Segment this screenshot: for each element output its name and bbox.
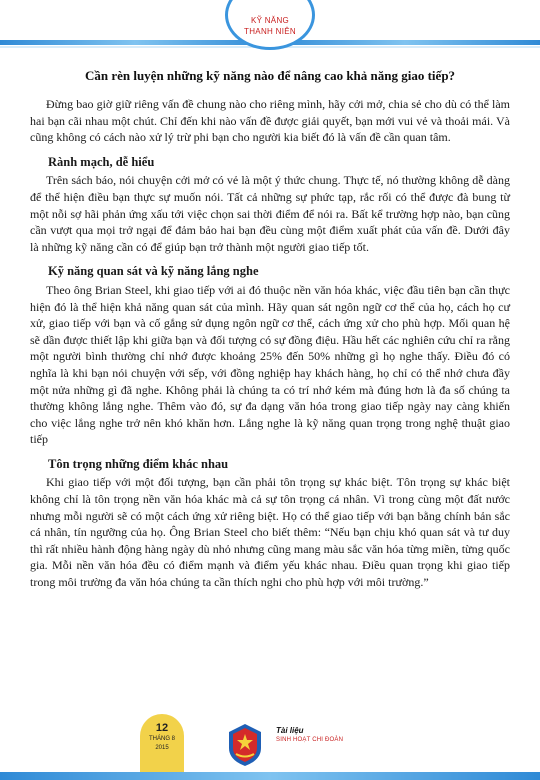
issue-year: 2015 — [155, 745, 169, 751]
section-heading-1: Rành mạch, dễ hiểu — [48, 154, 155, 169]
page-number: 12 — [155, 722, 169, 734]
intro-paragraph: Đừng bao giờ giữ riêng vấn đề chung nào cho riêng mình, hãy cởi mở, chia sẻ cho dù có thể làm hai bạn cãi nhau một chút. Chỉ đến khi nào vấn đề được giải quyết, bạn mới vui vẻ và thoải mái. Và cũng không có cách nào xử lý trừ phi bạn cho người kia biết đó là vấn đề cần quan tâm. — [30, 97, 510, 145]
section-body-3: Khi giao tiếp với một đối tượng, bạn cần phải tôn trọng sự khác biệt. Tôn trọng sự khác biệt không chỉ là tôn trọng nền văn hóa khác mà cả sự tôn trọng cá nhân. Vì trong cùng một đất nước nhưng mỗi người sẽ có một cách ứng xử riêng biệt. Họ có thể giao tiếp với bạn bằng chính bản sắc cá nhân, tín ngưỡng của họ. Ông Brian Steel cho biết thêm: “Nếu bạn chịu khó quan sát và tư duy thì rất nhiều hành động hàng ngày dù nhỏ nhưng cũng mang màu sắc văn hóa từng miền, từng quốc gia. Mỗi nền văn hóa đều có điểm mạnh và điểm yếu khác nhau. Điều quan trọng khi giao tiếp trong môi trường đa văn hóa chúng ta cần thích nghi cho phù hợp với môi trường.” — [30, 475, 510, 590]
doc-sub-label: SINH HOẠT CHI ĐOÀN — [276, 737, 344, 743]
section-body-2: Theo ông Brian Steel, khi giao tiếp với ai đó thuộc nền văn hóa khác, việc đầu tiên bạn cần thực hiện đó là thể hiện khả năng quan sát của mình. Hãy quan sát ngôn ngữ cơ thể của họ, cách họ cư xử, giao tiếp với bạn và cố gắng sử dụng ngôn ngữ cơ thể, cách ứng xử cho phù hợp. Mối quan hệ sẽ dần được thiết lập khi giữa bạn và đối tượng có sự đồng điệu. Hầu hết các nghiên cứu chỉ ra rằng một người bình thường chỉ nhớ được khoảng 25% đến 50% những gì họ nghe thấy. Điều đó có nghĩa là khi bạn nói chuyện với sếp, với đồng nghiệp hay khách hàng, họ chỉ có thể nhớ chưa đầy một nửa những gì đã nghe. Không phải là chúng ta có trí nhớ kém mà đúng hơn là đa số chúng ta thường không lắng nghe. Thêm vào đó, sự đa dạng văn hóa trong giao tiếp ngày nay càng khiến cho việc lắng nghe trở nên khó khăn hơn. Lắng nghe là kỹ năng quan trọng trong nghệ thuật giao tiếp — [30, 282, 510, 447]
footer-doc-label — [276, 726, 343, 743]
page-number-badge — [140, 714, 184, 772]
issue-month: THÁNG 8 — [148, 736, 175, 742]
doc-label: Tài liệu — [276, 726, 304, 735]
header-line-1: KỸ NĂNG — [250, 16, 290, 25]
section-heading-3: Tôn trọng những điểm khác nhau — [48, 456, 229, 471]
doan-thanh-nien-emblem-icon — [226, 722, 264, 768]
page-title: Cần rèn luyện những kỹ năng nào để nâng cao khả năng giao tiếp? — [84, 68, 456, 83]
header-line-2: THANH NIÊN — [244, 27, 296, 36]
section-heading-2: Kỹ năng quan sát và kỹ năng lắng nghe — [48, 264, 259, 279]
section-body-1: Trên sách báo, nói chuyện cởi mở có vẻ là một ý thức chung. Thực tế, nó thường không dễ dàng để thể hiện điều bạn thực sự muốn nói. Tất cả những sự phức tạp, rắc rối có thể được đà bung từ một nỗi sợ hãi phản ứng xấu tới việc chọn sai thời điểm để nói ra. Bất kể trường hợp nào, bạn cũng cần vượt qua mọi trở ngại để đảm bảo hai bạn đều cùng một điểm xuất phát của vấn đề. Dưới đây là những kỹ năng cần có để giúp bạn trở thành một người giao tiếp tốt. — [30, 173, 510, 254]
article-body — [30, 96, 510, 599]
footer-rule — [0, 772, 540, 780]
